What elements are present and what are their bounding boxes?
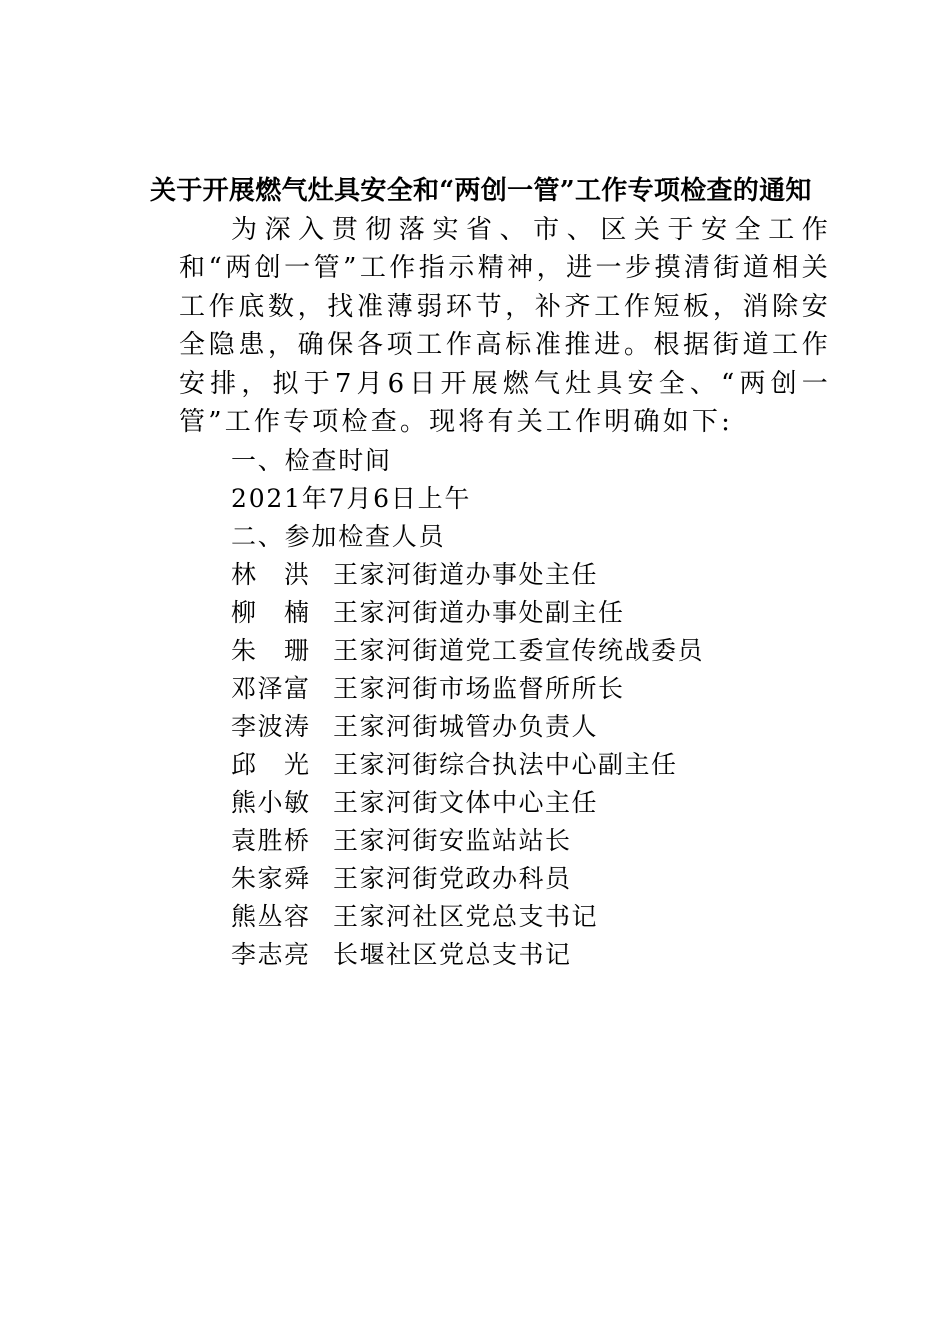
person-title: 王家河街道办事处主任 — [333, 560, 599, 589]
personnel-item — [231, 936, 572, 974]
person-title: 王家河社区党总支书记 — [333, 902, 599, 931]
personnel-item — [231, 670, 625, 708]
person-name: 邓泽富 — [231, 674, 311, 703]
person-name: 李志亮 — [231, 940, 311, 969]
personnel-item — [231, 860, 572, 898]
inspection-date: 2021年7月6日上午 — [231, 484, 472, 513]
person-name: 熊丛容 — [231, 902, 311, 931]
personnel-item — [231, 784, 598, 822]
person-name: 朱家舜 — [231, 864, 311, 893]
person-name: 邱 光 — [231, 750, 311, 779]
person-title: 长堰社区党总支书记 — [333, 940, 572, 969]
person-name: 林 洪 — [231, 560, 311, 589]
person-name: 柳 楠 — [231, 598, 311, 627]
person-name: 熊小敏 — [231, 788, 311, 817]
person-name: 朱 珊 — [231, 636, 311, 665]
person-title: 王家河街城管办负责人 — [333, 712, 599, 741]
document-title: 关于开展燃气灶具安全和“两创一管”工作专项检查的通知 — [150, 176, 812, 206]
person-title: 王家河街道办事处副主任 — [333, 598, 625, 627]
section2-heading: 二、参加检查人员 — [231, 522, 446, 551]
person-title: 王家河街安监站站长 — [333, 826, 572, 855]
person-title: 王家河街党政办科员 — [333, 864, 572, 893]
personnel-item — [231, 594, 625, 632]
personnel-item — [231, 708, 598, 746]
section1-heading: 一、检查时间 — [231, 446, 392, 475]
person-title: 王家河街道党工委宣传统战委员 — [333, 636, 705, 665]
personnel-item — [231, 632, 704, 670]
personnel-item — [231, 898, 598, 936]
personnel-item — [231, 556, 598, 594]
person-name: 袁胜桥 — [231, 826, 311, 855]
intro-paragraph: 为深入贯彻落实省、市、区关于安全工作和“两创一管”工作指示精神，进一步摸清街道相关工作底数，找准薄弱环节，补齐工作短板，消除安全隐患，确保各项工作高标准推进。根据街道工作安排，拟于7月6日开展燃气灶具安全、“两创一管”工作专项检查。现将有关工作明确如下: — [179, 215, 831, 438]
personnel-item — [231, 822, 572, 860]
person-title: 王家河街文体中心主任 — [333, 788, 599, 817]
person-title: 王家河街市场监督所所长 — [333, 674, 625, 703]
personnel-item — [231, 746, 678, 784]
person-name: 李波涛 — [231, 712, 311, 741]
person-title: 王家河街综合执法中心副主任 — [333, 750, 678, 779]
